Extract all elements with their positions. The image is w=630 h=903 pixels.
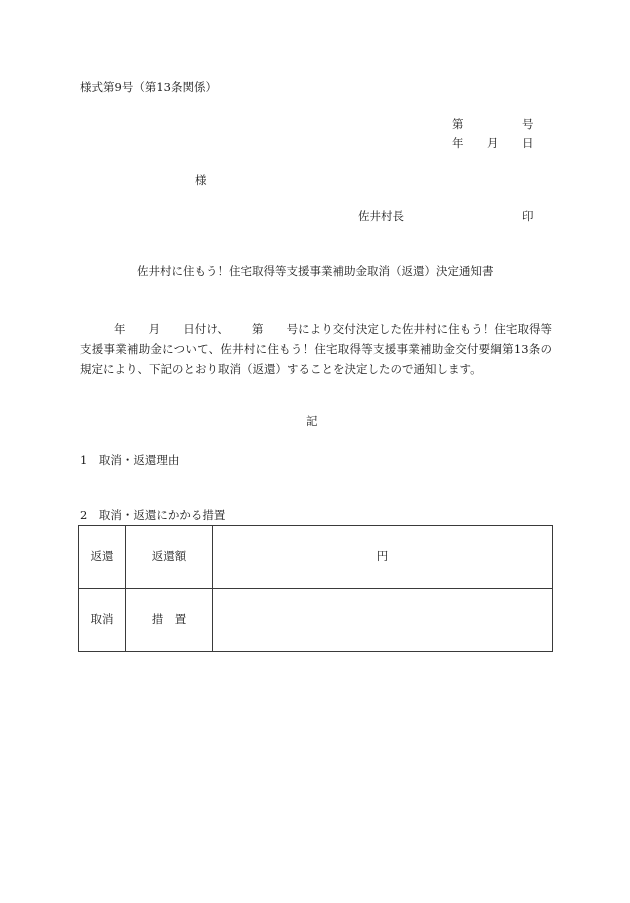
doc-number-prefix: 第 [452,117,464,131]
body-year: 年 [114,322,126,336]
section-1-heading: 1 取消・返還理由 [80,453,180,467]
return-amount-value: 円 [213,526,553,589]
form-label: 様式第9号（第13条関係） [80,80,217,94]
document-title: 佐井村に住もう！住宅取得等支援事業補助金取消（返還）決定通知書 [137,264,494,278]
date-month: 月 [487,136,499,150]
measure-value [213,589,553,652]
body-day-dated: 日付け、 [183,322,229,336]
table-row [79,589,553,652]
date-year: 年 [452,136,464,150]
measure-label: 措 置 [126,589,213,652]
doc-number-suffix: 号 [522,117,534,131]
measures-table [78,525,553,652]
body-paragraph [80,319,552,379]
issuer: 佐井村長 [358,209,404,223]
body-month: 月 [148,322,161,336]
return-amount-label: 返還額 [126,526,213,589]
date-day: 日 [522,136,534,150]
section-2-heading: 2 取消・返還にかかる措置 [80,508,226,522]
table-row [79,526,553,589]
row-label-cancel: 取消 [79,589,126,652]
ki-heading: 記 [306,414,318,428]
recipient-suffix: 様 [195,173,207,187]
body-text: 号により交付決定した佐井村に住もう！住宅取得等支援事業補助金について、佐井村に住もう！住宅取得等支援事業補助金交付要綱第13条の規定により、下記のとおり取消（返還）することを決定したので通知します。 [80,322,553,376]
seal-mark: 印 [522,209,534,223]
body-dai: 第 [251,322,264,336]
row-label-return: 返還 [79,526,126,589]
